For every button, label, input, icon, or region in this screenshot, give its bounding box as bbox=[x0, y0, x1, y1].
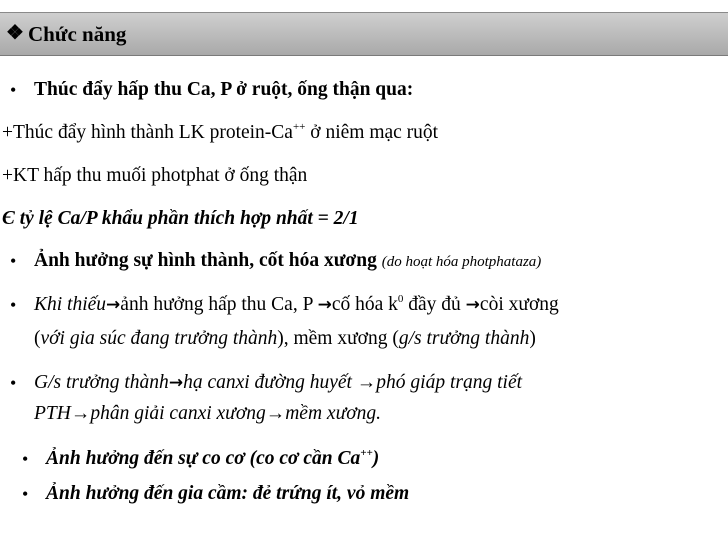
bullet-icon: • bbox=[10, 251, 17, 271]
text-segment: ( bbox=[34, 328, 41, 349]
text-segment: ở niêm mạc ruột bbox=[305, 122, 439, 143]
text-segment: ), mềm xương ( bbox=[277, 328, 399, 349]
bullet-icon: • bbox=[10, 295, 17, 315]
text-line-1: Thúc đẩy hấp thu Ca, P ở ruột, ống thận qua: bbox=[34, 79, 414, 100]
text-line-3: +KT hấp thu muối photphat ở ống thận bbox=[2, 165, 308, 186]
text-segment: còi xương bbox=[479, 294, 559, 315]
text-line-11: Ảnh hưởng đến gia cầm: đẻ trứng ít, vỏ mềm bbox=[46, 483, 410, 504]
text-segment: ảnh hưởng hấp thu Ca, P bbox=[120, 294, 318, 315]
text-line-4: Є tỷ lệ Ca/P khẩu phần thích hợp nhất = 2/1 bbox=[2, 208, 359, 229]
arrow-right-icon: → bbox=[317, 295, 332, 315]
text-line-7 bbox=[34, 327, 536, 351]
text-line-2 bbox=[2, 121, 438, 145]
text-segment: hạ canxi đường huyết →phó giáp trạng tiết bbox=[183, 372, 523, 393]
text-segment: cố hóa k bbox=[331, 294, 398, 315]
text-segment: g/s trưởng thành bbox=[398, 328, 530, 349]
section-header bbox=[0, 12, 728, 56]
text-segment: ) bbox=[372, 448, 380, 469]
text-segment: đầy đủ bbox=[403, 294, 466, 315]
text-segment: Khi thiếu bbox=[34, 294, 107, 315]
note-text: (do hoạt hóa photphataza) bbox=[381, 254, 542, 270]
text-segment: Ảnh hưởng đến sự co cơ (co cơ cần Ca bbox=[46, 448, 361, 469]
text-line-6 bbox=[34, 293, 559, 317]
section-title: Chức năng bbox=[28, 22, 127, 46]
text-segment: ) bbox=[529, 328, 536, 349]
bullet-icon: • bbox=[10, 373, 17, 393]
superscript: 0 bbox=[397, 293, 404, 305]
bullet-icon: • bbox=[10, 80, 17, 100]
text-line-9: PTH→phân giải canxi xương→mềm xương. bbox=[34, 403, 381, 424]
arrow-right-icon: → bbox=[168, 373, 184, 393]
text-line-5 bbox=[34, 249, 541, 274]
bullet-icon: • bbox=[22, 449, 29, 469]
text-line-10 bbox=[46, 447, 379, 471]
arrow-right-icon: → bbox=[465, 295, 480, 315]
text-segment: +Thúc đẩy hình thành LK protein-Ca bbox=[2, 122, 293, 143]
text-segment: với gia súc đang trưởng thành bbox=[40, 328, 278, 349]
text-line-8 bbox=[34, 371, 522, 395]
arrow-right-icon: → bbox=[106, 295, 121, 315]
superscript: ++ bbox=[360, 447, 373, 459]
diamond-bullet-icon: ❖ bbox=[6, 22, 24, 44]
text-segment: Ảnh hưởng sự hình thành, cốt hóa xương bbox=[34, 250, 377, 271]
superscript: ++ bbox=[292, 121, 306, 133]
bullet-icon: • bbox=[22, 484, 29, 504]
text-segment: G/s trưởng thành bbox=[34, 372, 169, 393]
